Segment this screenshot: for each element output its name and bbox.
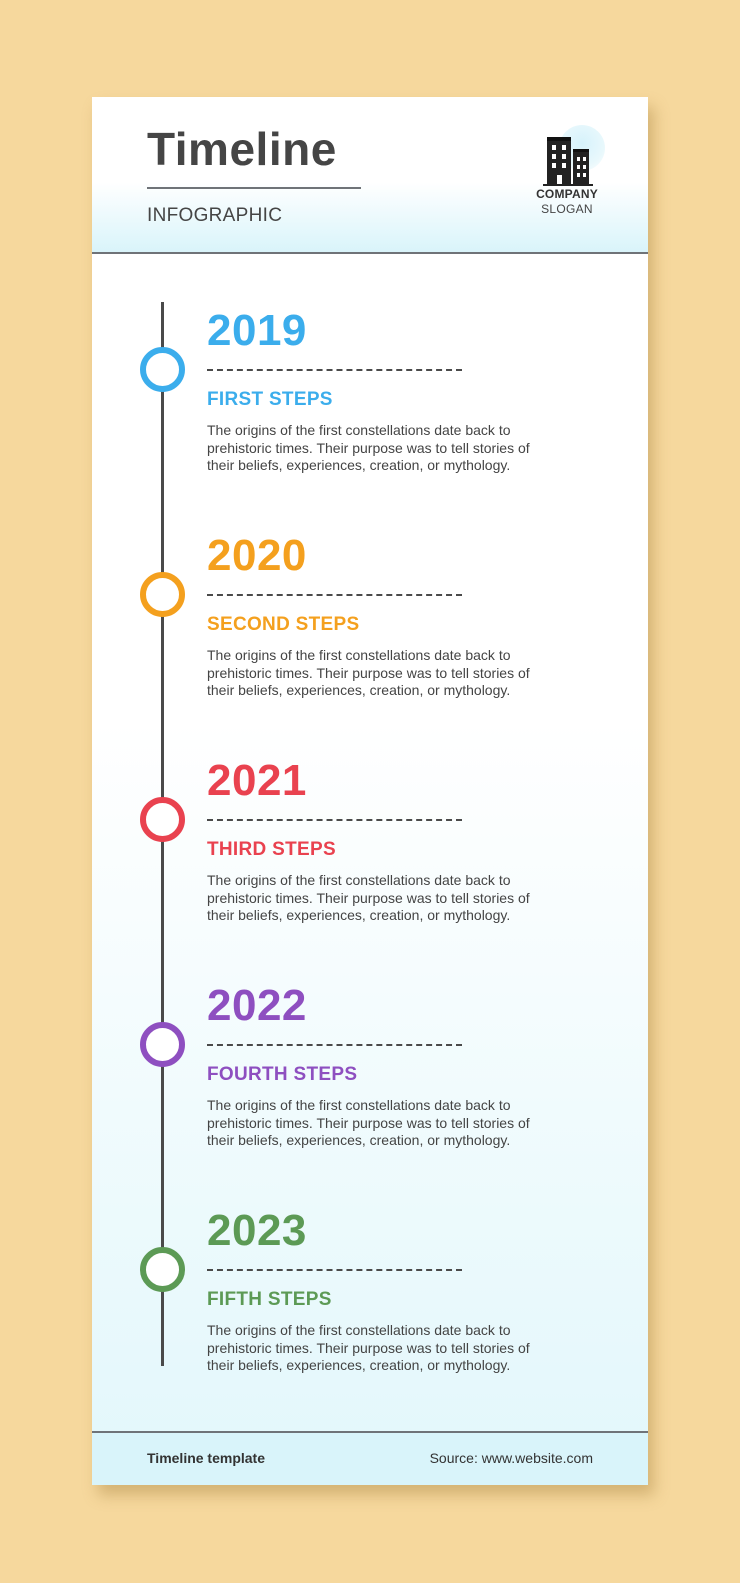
- timeline-item: [92, 1202, 648, 1422]
- circle-marker-icon: [140, 1247, 185, 1292]
- timeline-description: The origins of the first constellations date back to prehistoric times. Their purpose was to tell stories of their beliefs, experiences, creation, or mythology.: [207, 647, 530, 698]
- logo-slogan-text: SLOGAN: [541, 202, 593, 216]
- timeline-dashed-divider: [207, 594, 462, 596]
- timeline-description: The origins of the first constellations date back to prehistoric times. Their purpose was to tell stories of their beliefs, experiences, creation, or mythology.: [207, 872, 530, 923]
- circle-marker-icon: [140, 347, 185, 392]
- timeline-description: The origins of the first constellations date back to prehistoric times. Their purpose was to tell stories of their beliefs, experiences, creation, or mythology.: [207, 1322, 530, 1373]
- footer: [92, 1431, 648, 1485]
- building-icon-graphic: [543, 135, 593, 187]
- timeline-item: [92, 977, 648, 1197]
- timeline-year: 2022: [207, 981, 307, 1030]
- circle-marker-icon: [140, 1022, 185, 1067]
- timeline-item: [92, 752, 648, 972]
- timeline-step-title: THIRD STEPS: [207, 839, 336, 860]
- title-divider: [147, 187, 361, 189]
- building-icon: [537, 125, 597, 189]
- footer-template-label: Timeline template: [147, 1450, 266, 1466]
- timeline-step-title: FIFTH STEPS: [207, 1289, 332, 1310]
- timeline-year: 2019: [207, 306, 307, 355]
- timeline-description: The origins of the first constellations date back to prehistoric times. Their purpose was to tell stories of their beliefs, experiences, creation, or mythology.: [207, 1097, 530, 1148]
- timeline-description: The origins of the first constellations date back to prehistoric times. Their purpose was to tell stories of their beliefs, experiences, creation, or mythology.: [207, 422, 530, 473]
- timeline-step-title: FOURTH STEPS: [207, 1064, 358, 1085]
- logo-company-text: COMPANY: [536, 187, 598, 201]
- footer-source-link[interactable]: Source: www.website.com: [429, 1450, 593, 1466]
- infographic-card: [92, 97, 648, 1485]
- timeline-dashed-divider: [207, 369, 462, 371]
- header: [92, 97, 648, 254]
- timeline-step-title: SECOND STEPS: [207, 614, 360, 635]
- timeline-item: [92, 527, 648, 747]
- timeline-year: 2023: [207, 1206, 307, 1255]
- timeline-step-title: FIRST STEPS: [207, 389, 333, 410]
- circle-marker-icon: [140, 797, 185, 842]
- timeline-dashed-divider: [207, 1269, 462, 1271]
- timeline-year: 2020: [207, 531, 307, 580]
- page-subtitle: INFOGRAPHIC: [147, 205, 283, 226]
- timeline-item: [92, 302, 648, 522]
- timeline-year: 2021: [207, 756, 307, 805]
- page-title: Timeline: [147, 123, 337, 175]
- timeline-dashed-divider: [207, 819, 462, 821]
- circle-marker-icon: [140, 572, 185, 617]
- company-logo: [517, 125, 617, 216]
- timeline-dashed-divider: [207, 1044, 462, 1046]
